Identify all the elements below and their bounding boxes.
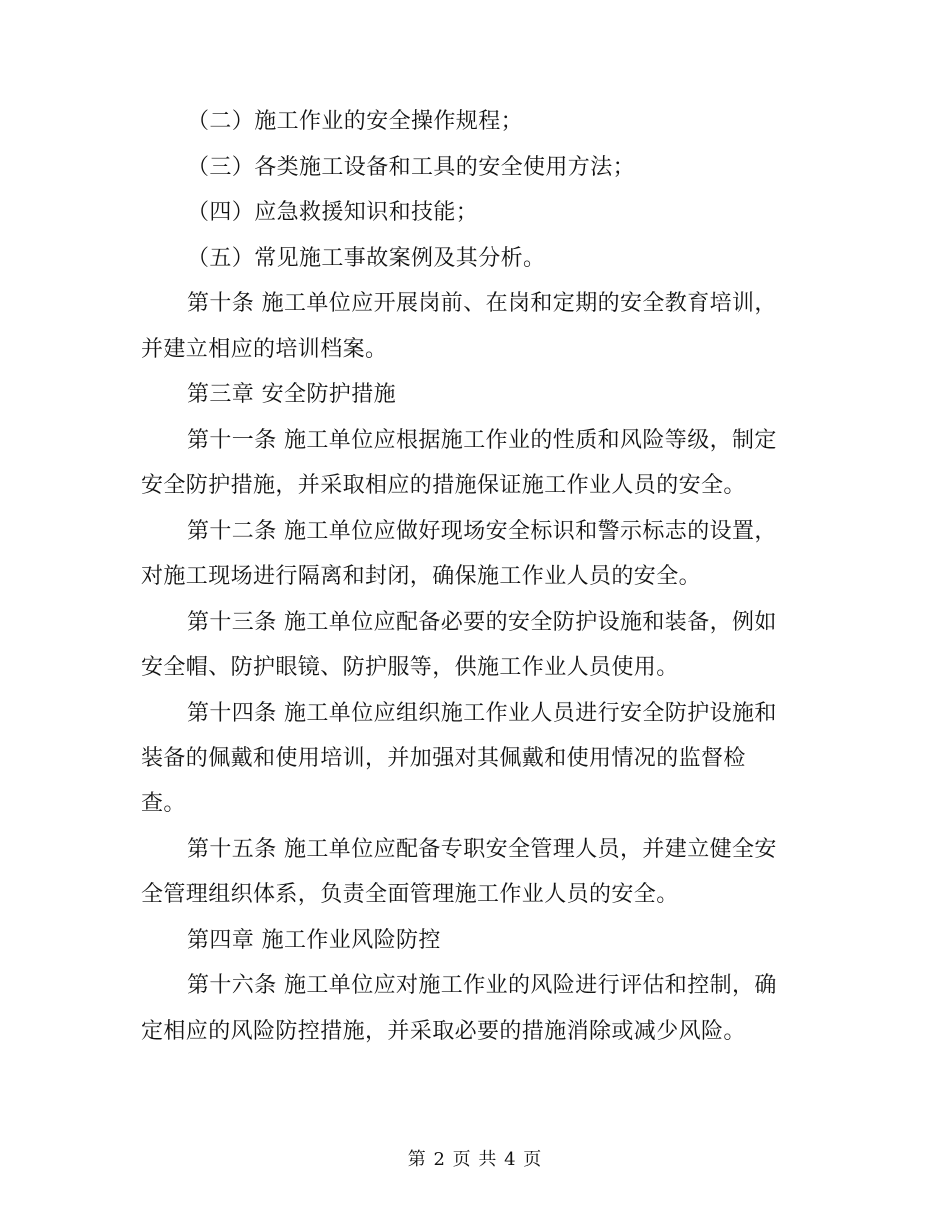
list-item: （五）常见施工事故案例及其分析。 (187, 246, 546, 271)
paragraph-line: 全管理组织体系，负责全面管理施工作业人员的安全。 (141, 882, 679, 907)
paragraph-line: 对施工现场进行隔离和封闭，确保施工作业人员的安全。 (141, 564, 702, 589)
chapter-heading: 第四章 施工作业风险防控 (187, 928, 441, 953)
paragraph-line: 装备的佩戴和使用培训，并加强对其佩戴和使用情况的监督检 (141, 746, 746, 771)
paragraph-line: 定相应的风险防控措施，并采取必要的措施消除或减少风险。 (141, 1019, 746, 1044)
paragraph-line: 安全帽、防护眼镜、防护服等，供施工作业人员使用。 (141, 655, 679, 680)
list-item: （三）各类施工设备和工具的安全使用方法； (187, 155, 636, 180)
paragraph-line: 安全防护措施，并采取相应的措施保证施工作业人员的安全。 (141, 473, 746, 498)
paragraph-line: 第十六条 施工单位应对施工作业的风险进行评估和控制，确 (187, 973, 777, 998)
chapter-heading: 第三章 安全防护措施 (187, 382, 396, 407)
list-item: （四）应急救援知识和技能； (187, 200, 479, 225)
paragraph-line: 第十三条 施工单位应配备必要的安全防护设施和装备，例如 (187, 610, 777, 635)
list-item: （二）施工作业的安全操作规程； (187, 109, 524, 134)
paragraph-line: 第十五条 施工单位应配备专职安全管理人员，并建立健全安 (187, 837, 777, 862)
paragraph-line: 第十四条 施工单位应组织施工作业人员进行安全防护设施和 (187, 701, 777, 726)
paragraph-line: 查。 (141, 791, 186, 816)
paragraph-line: 第十一条 施工单位应根据施工作业的性质和风险等级，制定 (187, 428, 777, 453)
page-footer: 第 2 页 共 4 页 (407, 1149, 543, 1170)
paragraph-line: 并建立相应的培训档案。 (141, 337, 388, 362)
paragraph-line: 第十二条 施工单位应做好现场安全标识和警示标志的设置， (187, 519, 777, 544)
paragraph-line: 第十条 施工单位应开展岗前、在岗和定期的安全教育培训， (187, 291, 777, 316)
